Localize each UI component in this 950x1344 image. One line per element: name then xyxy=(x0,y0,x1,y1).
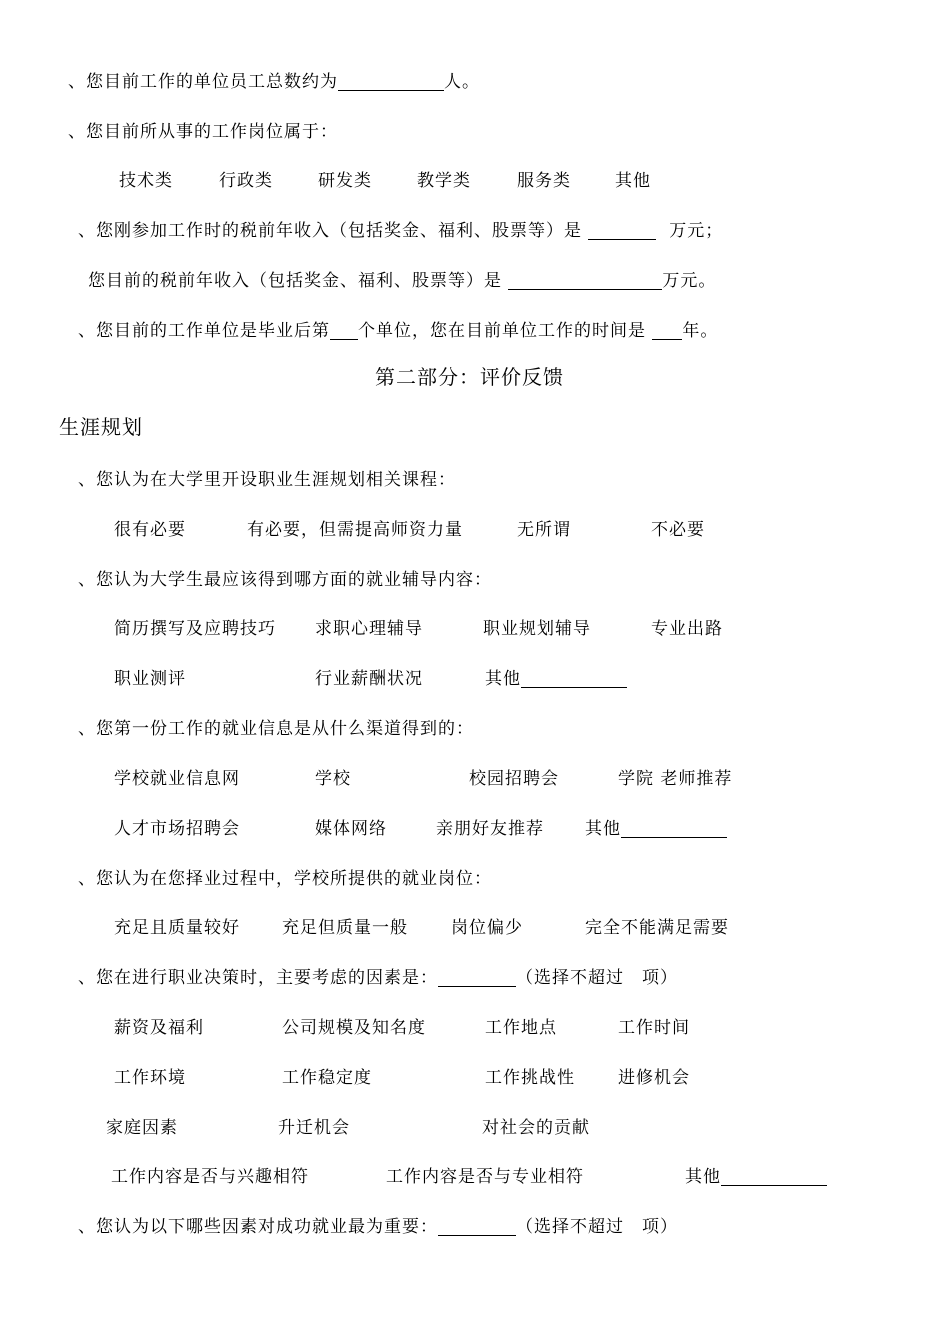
option-position-other[interactable]: 其他 xyxy=(615,171,651,191)
section-career-title: 生涯规划 xyxy=(59,415,143,439)
unit-order-blank[interactable] xyxy=(330,321,358,340)
option-channel-teacher[interactable]: 学院 老师推荐 xyxy=(618,769,733,789)
option-position-admin[interactable]: 行政类 xyxy=(219,171,273,191)
option-factor-training[interactable]: 进修机会 xyxy=(618,1068,690,1088)
option-channel-friends[interactable]: 亲朋好友推荐 xyxy=(436,819,544,839)
question-text: 、您在进行职业决策时，主要考虑的因素是： xyxy=(78,968,438,988)
question-factors xyxy=(78,966,678,990)
option-course-unnecessary[interactable]: 不必要 xyxy=(651,520,705,540)
option-factor-major-match[interactable]: 工作内容是否与专业相符 xyxy=(386,1167,584,1187)
option-guidance-assessment[interactable]: 职业测评 xyxy=(114,669,186,689)
option-label: 其他 xyxy=(485,669,521,689)
unit-years-blank[interactable] xyxy=(652,321,682,340)
first-income-blank[interactable] xyxy=(588,221,656,240)
question-text: 、您刚参加工作时的税前年收入（包括奖金、福利、股票等）是 xyxy=(78,221,582,241)
question-text: 、您认为以下哪些因素对成功就业最为重要： xyxy=(78,1217,438,1237)
option-guidance-resume[interactable]: 简历撰写及应聘技巧 xyxy=(114,619,276,639)
option-factor-challenge[interactable]: 工作挑战性 xyxy=(485,1068,575,1088)
question-text: 您目前的税前年收入（包括奖金、福利、股票等）是 xyxy=(88,271,502,291)
option-channel-campus-fair[interactable]: 校园招聘会 xyxy=(469,769,559,789)
option-factor-interest[interactable]: 工作内容是否与兴趣相符 xyxy=(111,1167,309,1187)
option-channel-other[interactable] xyxy=(585,817,727,841)
option-position-rnd[interactable]: 研发类 xyxy=(318,171,372,191)
question-suffix: （选择不超过 项） xyxy=(516,968,678,988)
option-factor-other[interactable] xyxy=(685,1165,827,1189)
question-jobs: 、您认为在您择业过程中，学校所提供的就业岗位： xyxy=(78,869,492,889)
option-jobs-insufficient[interactable]: 完全不能满足需要 xyxy=(585,918,729,938)
option-factor-environment[interactable]: 工作环境 xyxy=(114,1068,186,1088)
question-text: 、您目前工作的单位员工总数约为 xyxy=(68,72,338,92)
option-factor-hours[interactable]: 工作时间 xyxy=(618,1018,690,1038)
option-jobs-few[interactable]: 岗位偏少 xyxy=(451,918,523,938)
option-label: 其他 xyxy=(585,819,621,839)
question-suffix: （选择不超过 项） xyxy=(516,1217,678,1237)
question-channel: 、您第一份工作的就业信息是从什么渠道得到的： xyxy=(78,719,474,739)
staff-count-blank[interactable] xyxy=(338,72,444,91)
option-guidance-other[interactable] xyxy=(485,667,627,691)
question-position: 、您目前所从事的工作岗位属于： xyxy=(68,122,338,142)
option-channel-media[interactable]: 媒体网络 xyxy=(315,819,387,839)
option-factor-location[interactable]: 工作地点 xyxy=(485,1018,557,1038)
part2-title: 第二部分：评价反馈 xyxy=(375,365,564,389)
option-position-teaching[interactable]: 教学类 xyxy=(417,171,471,191)
option-course-indifferent[interactable]: 无所谓 xyxy=(517,520,571,540)
question-unit xyxy=(78,319,718,343)
option-guidance-planning[interactable]: 职业规划辅导 xyxy=(483,619,591,639)
option-factor-contribution[interactable]: 对社会的贡献 xyxy=(482,1118,590,1138)
guidance-other-blank[interactable] xyxy=(521,669,627,688)
question-mid: 个单位，您在目前单位工作的时间是 xyxy=(358,321,646,341)
option-course-necessary[interactable]: 有必要，但需提高师资力量 xyxy=(247,520,463,540)
question-suffix: 万元。 xyxy=(662,271,717,291)
option-channel-talent-market[interactable]: 人才市场招聘会 xyxy=(114,819,240,839)
option-factor-promotion[interactable]: 升迁机会 xyxy=(278,1118,350,1138)
option-jobs-ample-average[interactable]: 充足但质量一般 xyxy=(282,918,408,938)
option-guidance-psychology[interactable]: 求职心理辅导 xyxy=(315,619,423,639)
factors-answer-blank[interactable] xyxy=(438,968,516,987)
option-channel-school[interactable]: 学校 xyxy=(315,769,351,789)
question-success-factors xyxy=(78,1215,678,1239)
option-course-very-necessary[interactable]: 很有必要 xyxy=(114,520,186,540)
question-text: 、您目前的工作单位是毕业后第 xyxy=(78,321,330,341)
current-income-blank[interactable] xyxy=(508,271,662,290)
option-position-service[interactable]: 服务类 xyxy=(517,171,571,191)
question-suffix: 万元； xyxy=(669,221,724,241)
option-factor-family[interactable]: 家庭因素 xyxy=(106,1118,178,1138)
option-jobs-ample-good[interactable]: 充足且质量较好 xyxy=(114,918,240,938)
question-guidance: 、您认为大学生最应该得到哪方面的就业辅导内容： xyxy=(78,570,492,590)
option-factor-company[interactable]: 公司规模及知名度 xyxy=(282,1018,426,1038)
option-factor-salary[interactable]: 薪资及福利 xyxy=(114,1018,204,1038)
success-answer-blank[interactable] xyxy=(438,1217,516,1236)
question-current-income xyxy=(88,269,716,293)
option-guidance-salary[interactable]: 行业薪酬状况 xyxy=(315,669,423,689)
option-label: 其他 xyxy=(685,1167,721,1187)
question-first-income xyxy=(78,219,723,243)
question-staff-count xyxy=(68,70,480,94)
option-position-tech[interactable]: 技术类 xyxy=(119,171,173,191)
question-suffix: 年。 xyxy=(682,321,719,341)
option-channel-website[interactable]: 学校就业信息网 xyxy=(114,769,240,789)
factor-other-blank[interactable] xyxy=(721,1167,827,1186)
question-course: 、您认为在大学里开设职业生涯规划相关课程： xyxy=(78,470,456,490)
channel-other-blank[interactable] xyxy=(621,819,727,838)
option-factor-stability[interactable]: 工作稳定度 xyxy=(282,1068,372,1088)
option-guidance-major[interactable]: 专业出路 xyxy=(651,619,723,639)
question-suffix: 人。 xyxy=(444,72,480,92)
